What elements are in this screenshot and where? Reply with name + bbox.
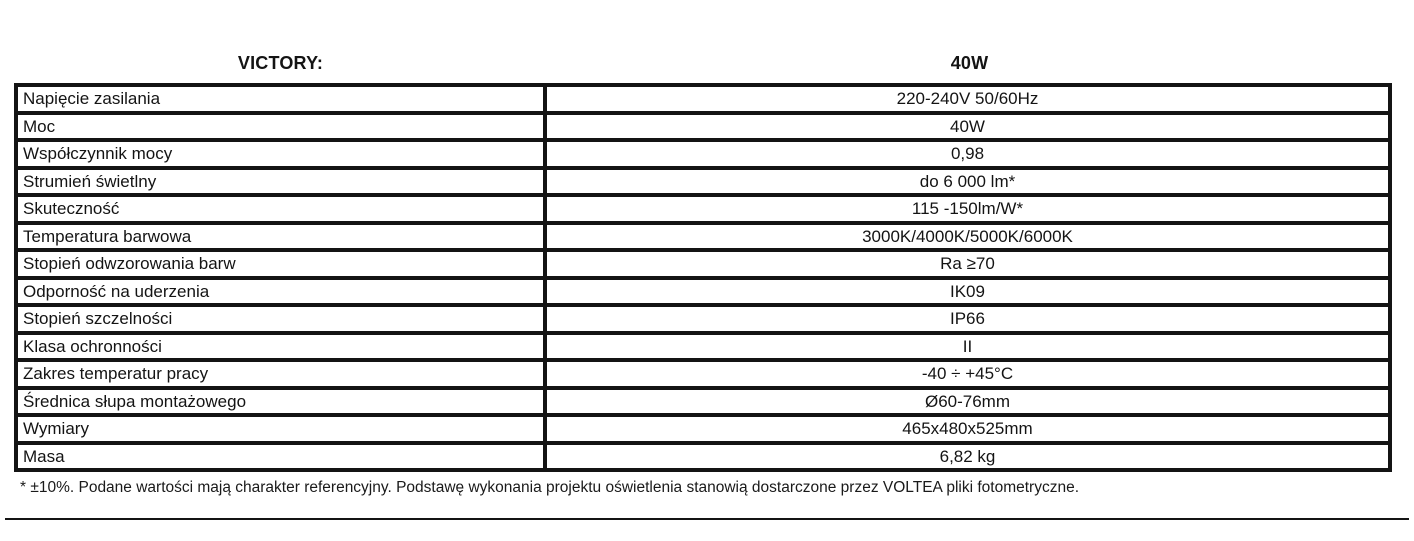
table-header-row	[14, 48, 1392, 78]
bottom-divider	[5, 518, 1409, 520]
table-row	[18, 390, 1388, 418]
row-label: Temperatura barwowa	[18, 225, 547, 249]
row-value: 0,98	[950, 144, 985, 163]
footnote-text: * ±10%. Podane wartości mają charakter referencyjny. Podstawę wykonania projektu oświetlenia stanowią dostarczone przez VOLTEA pliki fotometryczne.	[20, 479, 1080, 496]
row-value: Ra ≥70	[940, 254, 995, 273]
row-label: Stopień odwzorowania barw	[18, 252, 547, 276]
table-row	[18, 307, 1388, 335]
row-label: Strumień świetlny	[18, 170, 547, 194]
row-label: Stopień szczelności	[18, 307, 547, 331]
row-value: 3000K/4000K/5000K/6000K	[862, 226, 1073, 246]
table-row	[18, 417, 1388, 445]
table-row	[18, 87, 1388, 115]
row-value: 465x480x525mm	[902, 419, 1033, 438]
row-label: Klasa ochronności	[18, 335, 547, 359]
row-value: II	[962, 336, 973, 356]
table-row	[18, 445, 1388, 469]
row-value: 6,82 kg	[939, 446, 996, 466]
table-row	[18, 280, 1388, 308]
row-label: Średnica słupa montażowego	[18, 390, 547, 414]
variant-heading: 40W	[950, 53, 989, 73]
table-row	[18, 362, 1388, 390]
specification-table	[14, 83, 1392, 472]
row-label: Współczynnik mocy	[18, 142, 547, 166]
table-row	[18, 142, 1388, 170]
row-label: Zakres temperatur pracy	[18, 362, 547, 386]
row-label: Moc	[18, 115, 547, 139]
product-name-heading: VICTORY:	[237, 53, 324, 73]
row-value: 40W	[950, 116, 985, 136]
row-value: Ø60-76mm	[924, 391, 1011, 411]
row-label: Odporność na uderzenia	[18, 280, 547, 304]
row-label: Wymiary	[18, 417, 547, 441]
row-label: Skuteczność	[18, 197, 547, 221]
row-value: do 6 000 lm*	[919, 171, 1016, 191]
table-row	[18, 335, 1388, 363]
table-row	[18, 225, 1388, 253]
row-value: -40 ÷ +45°C	[921, 364, 1014, 383]
row-value: IK09	[950, 281, 985, 301]
table-row	[18, 197, 1388, 225]
table-row	[18, 170, 1388, 198]
row-value: IP66	[950, 309, 985, 328]
row-value: 220-240V 50/60Hz	[896, 89, 1039, 108]
row-label: Napięcie zasilania	[18, 87, 547, 111]
table-row	[18, 252, 1388, 280]
row-label: Masa	[18, 445, 547, 469]
row-value: 115 -150lm/W*	[911, 199, 1024, 218]
table-row	[18, 115, 1388, 143]
